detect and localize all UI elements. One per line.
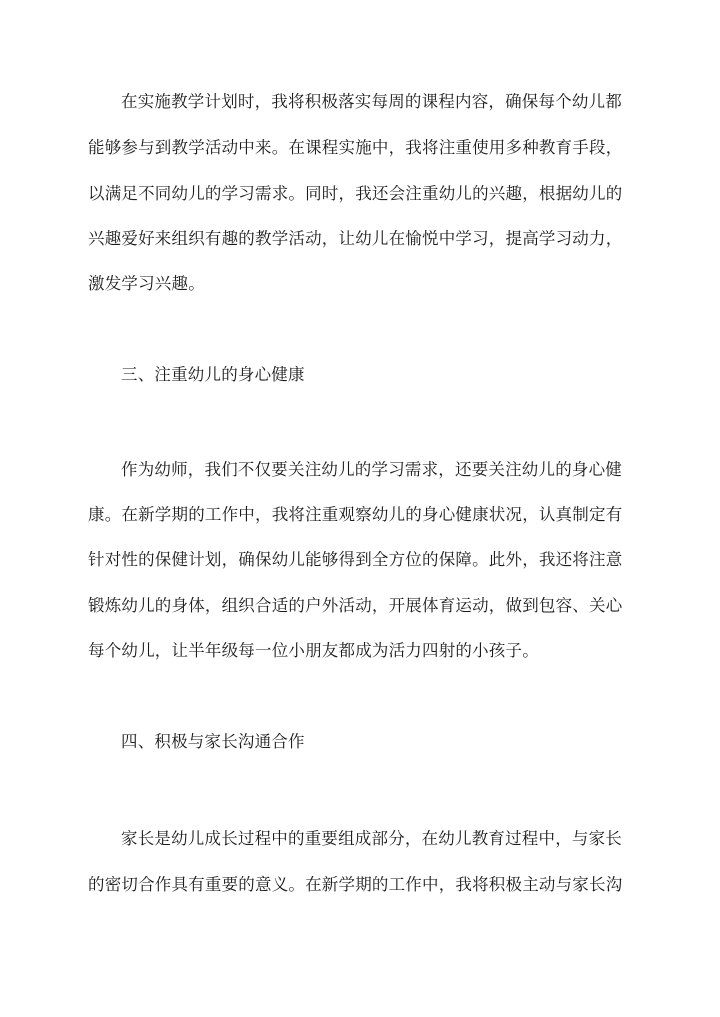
- paragraph-1-line-5: 激发学习兴趣。: [88, 274, 205, 293]
- paragraph-1-line-3: 以满足不同幼儿的学习需求。同时，我还会注重幼儿的兴趣，根据幼儿的: [88, 184, 623, 203]
- paragraph-1-line-4: 兴趣爱好来组织有趣的教学活动，让幼儿在愉悦中学习，提高学习动力，: [88, 229, 623, 248]
- paragraph-2-line-3: 针对性的保健计划，确保幼儿能够得到全方位的保障。此外，我还将注意: [88, 550, 623, 569]
- paragraph-1-line-1: 在实施教学计划时，我将积极落实每周的课程内容，确保每个幼儿都: [121, 92, 622, 111]
- paragraph-2-line-4: 锻炼幼儿的身体，组织合适的户外活动，开展体育运动，做到包容、关心: [88, 596, 623, 615]
- section-heading-4: 四、积极与家长沟通合作: [121, 732, 305, 751]
- paragraph-2-line-1: 作为幼师，我们不仅要关注幼儿的学习需求，还要关注幼儿的身心健: [121, 460, 622, 479]
- paragraph-2-line-2: 康。在新学期的工作中，我将注重观察幼儿的身心健康状况，认真制定有: [88, 505, 623, 524]
- section-heading-3: 三、注重幼儿的身心健康: [121, 365, 305, 384]
- paragraph-1-line-2: 能够参与到教学活动中来。在课程实施中，我将注重使用多种教育手段，: [88, 138, 623, 157]
- paragraph-3-line-1: 家长是幼儿成长过程中的重要组成部分，在幼儿教育过程中，与家长: [121, 829, 622, 848]
- paragraph-3-line-2: 的密切合作具有重要的意义。在新学期的工作中，我将积极主动与家长沟: [88, 875, 623, 894]
- paragraph-2-line-5: 每个幼儿，让半年级每一位小朋友都成为活力四射的小孩子。: [88, 641, 539, 660]
